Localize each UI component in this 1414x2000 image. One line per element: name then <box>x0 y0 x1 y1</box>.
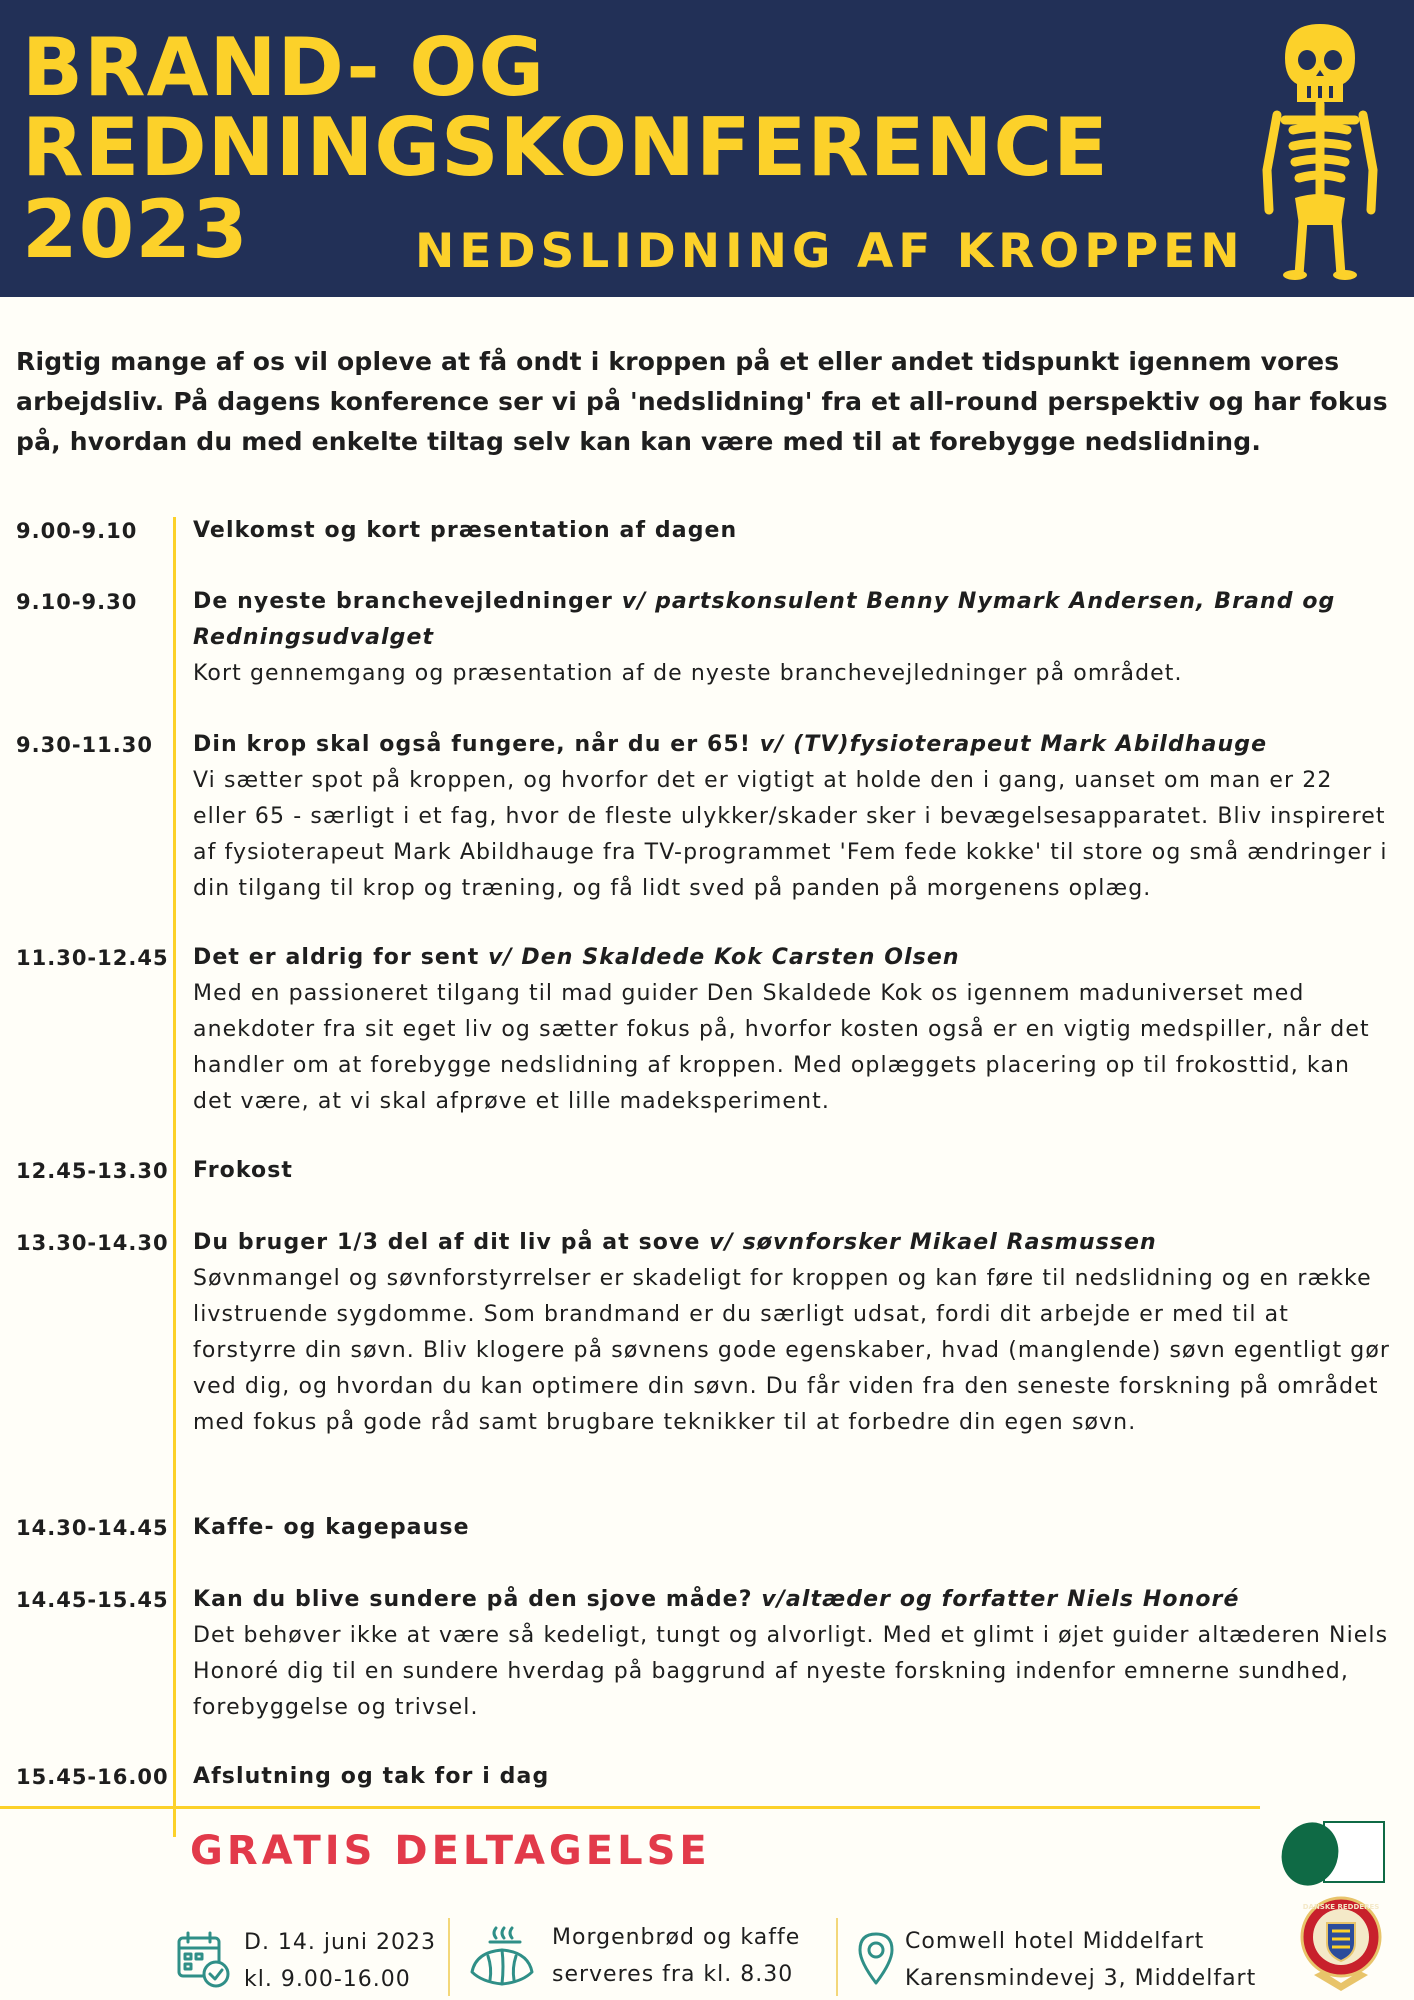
location-pin-icon <box>856 1930 896 1986</box>
location-name: Comwell hotel Middelfart <box>905 1929 1205 1954</box>
organization-logo-icon <box>1280 1818 1388 1886</box>
session-title: De nyeste branchevejledninger <box>193 589 622 614</box>
session-title: Kan du blive sundere på den sjove måde? <box>193 1587 762 1612</box>
breakfast-text <box>552 1919 800 1993</box>
programme-time: 12.45-13.30 <box>16 1159 169 1183</box>
programme-time: 14.30-14.45 <box>16 1516 169 1540</box>
programme-content <box>193 727 1393 907</box>
session-speaker: v/ søvnforsker Mikael Rasmussen <box>709 1230 1157 1255</box>
session-speaker: v/ Den Skaldede Kok Carsten Olsen <box>488 945 960 970</box>
session-description: Søvnmangel og søvnforstyrrelser er skadeligt for kroppen og kan føre til nedslidning og en række livstruende sygdomme. Som brandmand er du særligt udsat, fordi dit arbejde er med til at forstyrre din søvn. Bliv klogere på søvnens gode egenskaber, hvad (manglende) søvn egentligt gør ved dig, og hvordan du kan optimere din søvn. Du får viden fra den seneste forskning på området med fokus på gode råd samt brugbare teknikker til at forbedre din egen søvn. <box>193 1266 1391 1435</box>
bottom-divider <box>0 1806 1260 1809</box>
programme-content <box>193 940 1393 1120</box>
programme-content <box>193 1225 1393 1441</box>
croissant-icon <box>466 1924 538 1990</box>
session-title: Afslutning og tak for i dag <box>193 1764 550 1789</box>
danske-reddere-emblem <box>1300 1895 1382 1997</box>
emblem-text: DANSKE REDDERES <box>1302 1903 1380 1911</box>
programme-content <box>193 1510 1393 1546</box>
breakfast-line-1: Morgenbrød og kaffe <box>552 1925 801 1950</box>
title-line-2: REDNINGSKONFERENCE <box>22 101 1109 194</box>
programme-content <box>193 1582 1393 1726</box>
programme-content <box>193 513 1393 549</box>
programme-time: 11.30-12.45 <box>16 946 169 970</box>
session-speaker: v/ partskonsulent Benny Nymark Andersen, Brand og Redningsudvalget <box>193 589 1336 650</box>
programme-time: 9.30-11.30 <box>16 733 153 757</box>
session-description: Med en passioneret tilgang til mad guider Den Skaldede Kok os igennem maduniverset med anekdoter fra sit eget liv og sætter fokus på, hvorfor kosten også er en vigtig medspiller, når det handler om at forebygge nedslidning af kroppen. Med oplæggets placering op til frokosttid, kan det være, at vi skal afprøve et lille madeksperiment. <box>193 981 1370 1114</box>
session-speaker: v/altæder og forfatter Niels Honoré <box>761 1587 1240 1612</box>
session-description: Det behøver ikke at være så kedeligt, tungt og alvorligt. Med et glimt i øjet guider altæderen Niels Honoré dig til en sundere hverdag på baggrund af nyeste forskning indenfor emnerne sundhed, forebyggelse og trivsel. <box>193 1623 1389 1720</box>
session-title: Kaffe- og kagepause <box>193 1515 470 1540</box>
session-title: Det er aldrig for sent <box>193 945 489 970</box>
event-date-text <box>244 1924 436 1998</box>
skeleton-icon <box>1255 20 1385 282</box>
title-line-1: BRAND- OG <box>22 21 546 114</box>
subtitle: NEDSLIDNING AF KROPPEN <box>415 224 1245 279</box>
event-hours: kl. 9.00-16.00 <box>244 1967 411 1992</box>
header-banner <box>0 0 1414 297</box>
programme-time: 15.45-16.00 <box>16 1765 169 1789</box>
session-title: Frokost <box>193 1158 294 1183</box>
session-description: Vi sætter spot på kroppen, og hvorfor det er vigtigt at holde den i gang, uanset om man er 22 eller 65 - særligt i et fag, hvor de fleste ulykker/skader sker i bevægelsesapparatet. Bliv inspireret af fysioterapeut Mark Abildhauge fra TV-programmet 'Fem fede kokke' til store og små ændringer i din tilgang til krop og træning, og få lidt sved på panden på morgenens oplæg. <box>193 768 1388 901</box>
gratis-heading: GRATIS DELTAGELSE <box>190 1828 711 1874</box>
session-title: Velkomst og kort præsentation af dagen <box>193 518 738 543</box>
session-speaker: v/ (TV)fysioterapeut Mark Abildhauge <box>759 732 1268 757</box>
programme-time: 9.00-9.10 <box>16 519 138 543</box>
timeline-divider <box>173 517 176 1837</box>
location-text <box>905 1923 1256 1997</box>
footer-separator <box>836 1918 838 1996</box>
programme-content <box>193 1759 1393 1795</box>
programme-time: 9.10-9.30 <box>16 590 138 614</box>
title-year: 2023 <box>22 183 249 276</box>
footer-separator <box>448 1918 450 1996</box>
calendar-icon <box>176 1930 232 1988</box>
intro-text: Rigtig mange af os vil opleve at få ondt i kroppen på et eller andet tidspunkt igennem vores arbejdsliv. På dagens konference ser vi på 'nedslidning' fra et all-round perspektiv og har fokus på, hvordan du med enkelte tiltag selv kan kan være med til at forebygge nedslidning. <box>16 347 1388 456</box>
breakfast-line-2: serveres fra kl. 8.30 <box>552 1962 794 1987</box>
session-title: Din krop skal også fungere, når du er 65! <box>193 732 760 757</box>
programme-content <box>193 1153 1393 1189</box>
session-title: Du bruger 1/3 del af dit liv på at sove <box>193 1230 710 1255</box>
location-address: Karensmindevej 3, Middelfart <box>905 1966 1257 1991</box>
session-description: Kort gennemgang og præsentation af de nyeste branchevejledninger på området. <box>193 661 1183 686</box>
programme-time: 14.45-15.45 <box>16 1588 169 1612</box>
programme-content <box>193 584 1393 692</box>
programme-time: 13.30-14.30 <box>16 1231 169 1255</box>
event-date: D. 14. juni 2023 <box>244 1930 436 1955</box>
